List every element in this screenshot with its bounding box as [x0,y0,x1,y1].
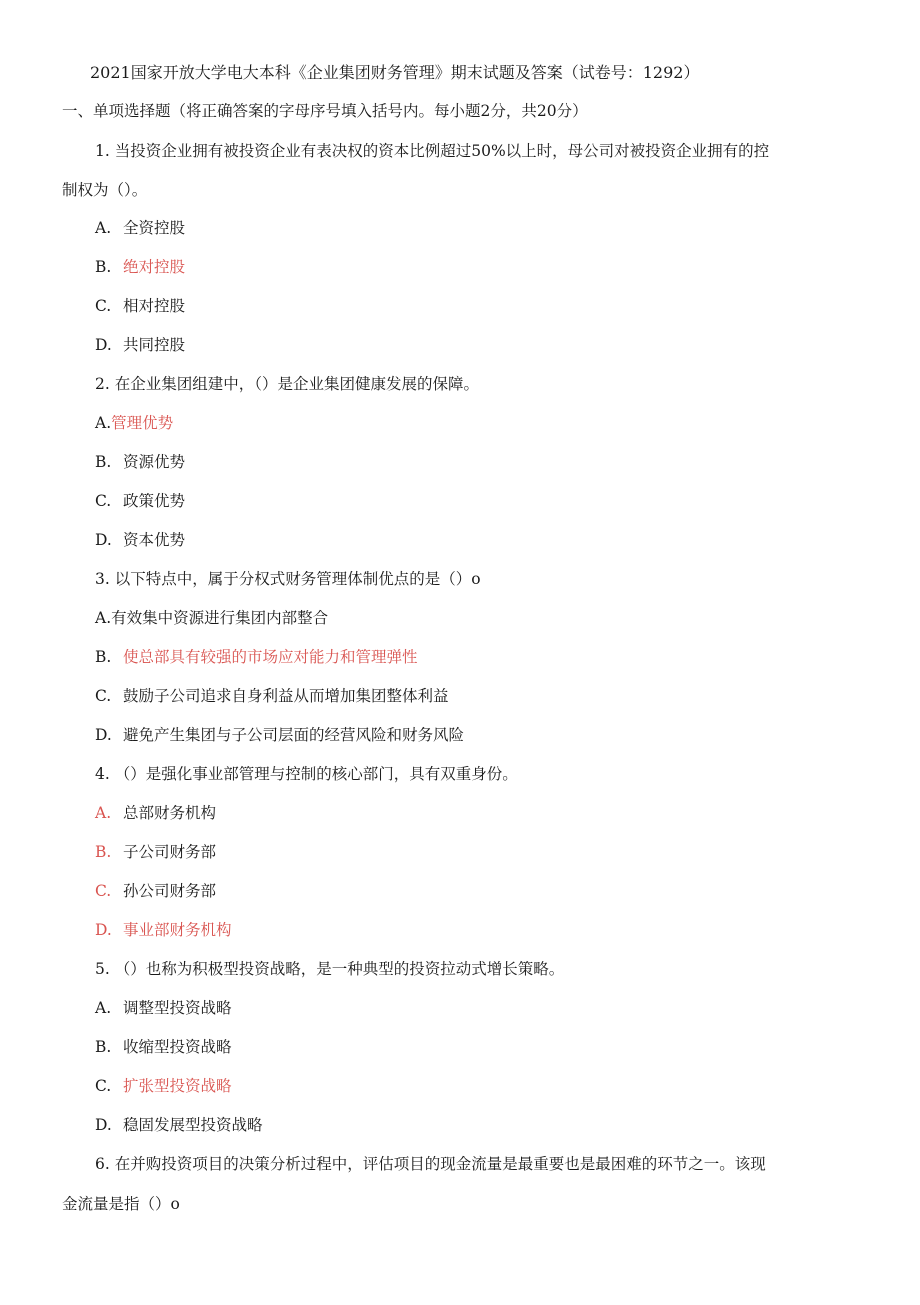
option-letter: B. [95,453,112,471]
option-letter: C. [95,1077,112,1095]
option-letter: A. [95,804,112,822]
option-letter: C. [95,687,112,705]
option-text: 资本优势 [123,531,186,549]
question-3-text: 3. 以下特点中，属于分权式财务管理体制优点的是（）o [95,570,481,588]
option-3b [95,646,418,668]
option-text: 总部财务机构 [123,804,217,822]
option-1d [95,334,185,356]
option-letter: C. [95,492,112,510]
answer-text: 扩张型投资战略 [123,1077,232,1095]
option-5b [95,1036,232,1058]
question-1-text: 1. 当投资企业拥有被投资企业有表决权的资本比例超过50%以上时，母公司对被投资企业拥有的控 [95,142,770,160]
option-text: 稳固发展型投资战略 [123,1116,263,1134]
question-6-text-cont: 金流量是指（）o [62,1195,180,1213]
option-letter: A. [95,609,112,627]
question-1-text-cont: 制权为（）。 [62,181,148,199]
option-text: 相对控股 [123,297,186,315]
option-text: 全资控股 [123,219,186,237]
option-letter: C. [95,882,112,900]
option-4d [95,919,232,941]
option-letter: A. [95,414,112,432]
option-3d [95,724,464,746]
option-text: 鼓励子公司追求自身利益从而增加集团整体利益 [123,687,449,705]
option-2c [95,490,185,512]
question-4-text: 4. （）是强化事业部管理与控制的核心部门，具有双重身份。 [95,765,518,783]
answer-text: 绝对控股 [123,258,186,276]
option-letter: D. [95,1116,112,1134]
option-text: 共同控股 [123,336,186,354]
section-heading: 一、单项选择题（将正确答案的字母序号填入括号内。每小题2分，共20分） [62,102,588,120]
option-2b [95,451,185,473]
answer-text: 事业部财务机构 [123,921,232,939]
answer-text: 管理优势 [111,414,174,432]
option-letter: D. [95,726,112,744]
option-1a [95,217,185,239]
option-text: 子公司财务部 [123,843,217,861]
option-text: 避免产生集团与子公司层面的经营风险和财务风险 [123,726,465,744]
option-letter: D. [95,336,112,354]
question-5-text: 5. （）也称为积极型投资战略，是一种典型的投资拉动式增长策略。 [95,960,565,978]
option-text: 孙公司财务部 [123,882,217,900]
option-3c [95,685,449,707]
option-1b [95,256,185,278]
option-text: 调整型投资战略 [123,999,232,1017]
option-letter: B. [95,1038,112,1056]
option-2a [95,412,173,434]
option-4c [95,880,216,902]
option-letter: B. [95,843,112,861]
option-5d [95,1114,263,1136]
option-4b [95,841,216,863]
option-5a [95,997,232,1019]
option-letter: B. [95,258,112,276]
option-text: 政策优势 [123,492,186,510]
option-4a [95,802,216,824]
option-letter: C. [95,297,112,315]
option-text: 资源优势 [123,453,186,471]
option-letter: A. [95,999,112,1017]
option-5c [95,1075,232,1097]
document-title: 2021国家开放大学电大本科《企业集团财务管理》期末试题及答案（试卷号：1292） [90,63,700,82]
option-2d [95,529,185,551]
question-6-text: 6. 在并购投资项目的决策分析过程中，评估项目的现金流量是最重要也是最困难的环节之一。该现 [95,1155,766,1173]
option-letter: D. [95,531,112,549]
option-text: 收缩型投资战略 [123,1038,232,1056]
question-2-text: 2. 在企业集团组建中，（）是企业集团健康发展的保障。 [95,375,479,393]
option-letter: D. [95,921,112,939]
answer-text: 使总部具有较强的市场应对能力和管理弹性 [123,648,418,666]
option-text: 有效集中资源进行集团内部整合 [111,609,329,627]
option-letter: A. [95,219,112,237]
option-letter: B. [95,648,112,666]
option-3a [95,607,328,629]
option-1c [95,295,185,317]
